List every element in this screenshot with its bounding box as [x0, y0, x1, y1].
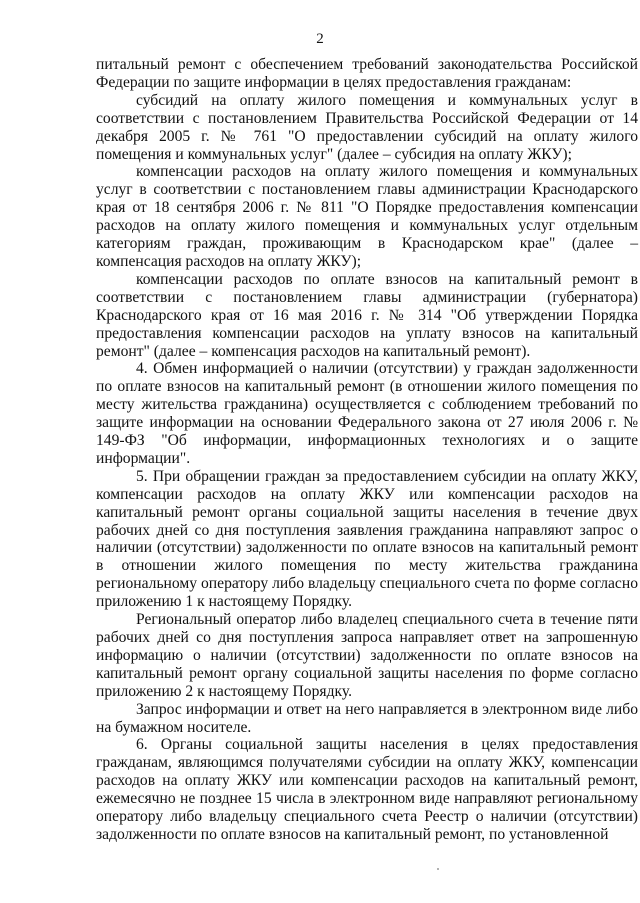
paragraph-continuation: питальный ремонт с обеспечением требований законодательства Российской Федерации по защите информации в целях предоставления гражданам: — [96, 56, 638, 91]
paragraph-repair-compensation: компенсации расходов по оплате взносов на капитальный ремонт в соответствии с постановлением главы администрации (губернатора) Краснодарского края от 16 мая 2016 г. № 314 "Об утверждении Порядка предоставления компенсации расходов на уплату взносов на капитальный ремонт" (далее – компенсация расходов на капитальный ремонт). — [96, 270, 638, 360]
paragraph-utility-compensation: компенсации расходов на оплату жилого помещения и коммунальных услуг в соответствии с постановлением главы администрации Краснодарского края от 18 сентября 2006 г. № 811 "О Порядке предоставления компенсации расходов на оплату жилого помещения и коммунальных услуг отдельным категориям граждан, проживающим в Краснодарском крае" (далее – компенсация расходов на оплату ЖКУ); — [96, 163, 638, 270]
paragraph-housing-subsidy: субсидий на оплату жилого помещения и коммунальных услуг в соответствии с постановлением Правительства Российской Федерации от 14 декабря 2005 г. № 761 "О предоставлении субсидий на оплату жилого помещения и коммунальных услуг" (далее – субсидия на оплату ЖКУ); — [96, 91, 638, 163]
paragraph-request-format: Запрос информации и ответ на него направляется в электронном виде либо на бумажном носителе. — [96, 700, 638, 736]
paragraph-regional-operator-response: Региональный оператор либо владелец специального счета в течение пяти рабочих дней со дня поступления запроса направляет ответ на запрошенную информацию о наличии (отсутствии) задолженности по оплате взносов на капитальный ремонт органу социальной защиты населения по форме согласно приложению 2 к настоящему Порядку. — [96, 611, 638, 700]
paragraph-clause-4: 4. Обмен информацией о наличии (отсутствии) у граждан задолженности по оплате взносов на капитальный ремонт (в отношении жилого помещения по месту жительства гражданина) осуществляется с соблюдением требований по защите информации на основании Федерального закона от 27 июля 2006 г. № 149-ФЗ "Об информации, информационных технологиях и о защите информации". — [96, 360, 638, 467]
page-number: 2 — [316, 31, 324, 47]
document-body — [96, 56, 638, 844]
paragraph-clause-5: 5. При обращении граждан за предоставлением субсидии на оплату ЖКУ, компенсации расходов на оплату ЖКУ или компенсации расходов на капитальный ремонт органы социальной защиты населения в течение двух рабочих дней со дня поступления заявления гражданина направляют запрос о наличии (отсутствии) задолженности по оплате взносов на капитальный ремонт в отношении жилого помещения по месту жительства гражданина региональному оператору либо владельцу специального счета по форме согласно приложению 1 к настоящему Порядку. — [96, 467, 638, 611]
paragraph-clause-6: 6. Органы социальной защиты населения в целях предоставления гражданам, являющимся получателями субсидии на оплату ЖКУ, компенсации расходов на оплату ЖКУ или компенсации расходов на капитальный ремонт, ежемесячно не позднее 15 числа в электронном виде направляют региональному оператору либо владельцу специального счета Реестр о наличии (отсутствии) задолженности по оплате взносов на капитальный ремонт, по установленной — [96, 736, 638, 843]
scan-speck — [437, 868, 439, 870]
